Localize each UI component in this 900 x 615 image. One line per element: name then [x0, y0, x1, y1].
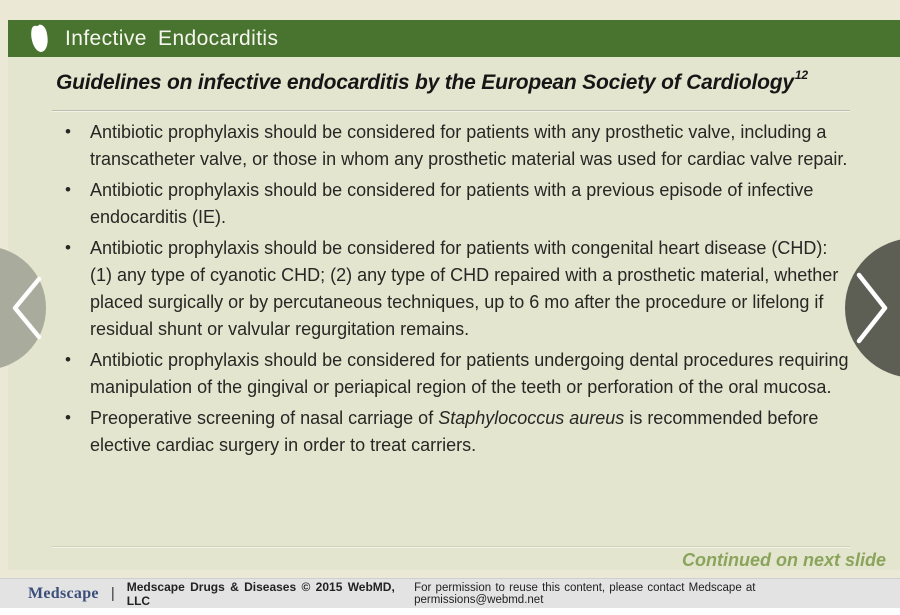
- chevron-right-icon: [854, 271, 890, 345]
- bullet-item: [62, 347, 852, 401]
- slide-title: [56, 70, 808, 95]
- bullet-text: Preoperative screening of nasal carriage of: [90, 408, 439, 428]
- title-divider: [52, 110, 850, 111]
- bullet-item: [62, 177, 852, 231]
- heart-icon: [28, 23, 52, 54]
- medscape-logo: Medscape: [28, 584, 99, 602]
- bullet-item: [62, 119, 852, 173]
- chevron-left-icon: [9, 276, 43, 340]
- footer-bar: [0, 578, 900, 608]
- slide-header-title: Infective Endocarditis: [65, 26, 279, 50]
- footer-copyright: Medscape Drugs & Diseases © 2015 WebMD, LLC: [126, 579, 395, 608]
- slide-content: [8, 57, 900, 570]
- footer-permission-text: For permission to reuse this content, please contact Medscape at permissions@webmd.net: [414, 581, 756, 606]
- footer-separator: |: [110, 585, 115, 602]
- continued-note: Continued on next slide: [681, 550, 886, 570]
- bullet-list: [62, 119, 852, 463]
- bullet-text: Antibiotic prophylaxis should be considered for patients with a previous episode of infective endocarditis (IE).: [90, 180, 814, 227]
- slide-title-text: Guidelines on infective endocarditis by the European Society of Cardiology: [56, 71, 794, 94]
- bullet-text: Antibiotic prophylaxis should be considered for patients with congenital heart disease (CHD): (1) any type of cyanotic CHD; (2) any type of CHD repaired with a prosthetic material, whether placed surgically or by percutaneous techniques, up to 6 mo after the procedure or lifelong if residual shunt or valvular regurgitation remains.: [90, 238, 839, 339]
- reference-superscript: 12: [794, 68, 808, 82]
- bullet-text: Antibiotic prophylaxis should be considered for patients undergoing dental procedures requiring manipulation of the gingival or periapical region of the teeth or perforation of the oral mucosa.: [90, 350, 849, 397]
- bullet-text: is recommended before elective cardiac surgery in order to treat carriers.: [90, 408, 819, 455]
- bullet-item: [62, 405, 852, 459]
- bottom-divider: [52, 546, 850, 547]
- bullet-text-italic-term: Staphylococcus aureus: [438, 408, 625, 428]
- bullet-text: Antibiotic prophylaxis should be considered for patients with any prosthetic valve, including a transcatheter valve, or those in whom any prosthetic material was used for cardiac valve repair.: [90, 122, 848, 169]
- slide-header-bar: [8, 20, 900, 57]
- bullet-item: [62, 235, 852, 343]
